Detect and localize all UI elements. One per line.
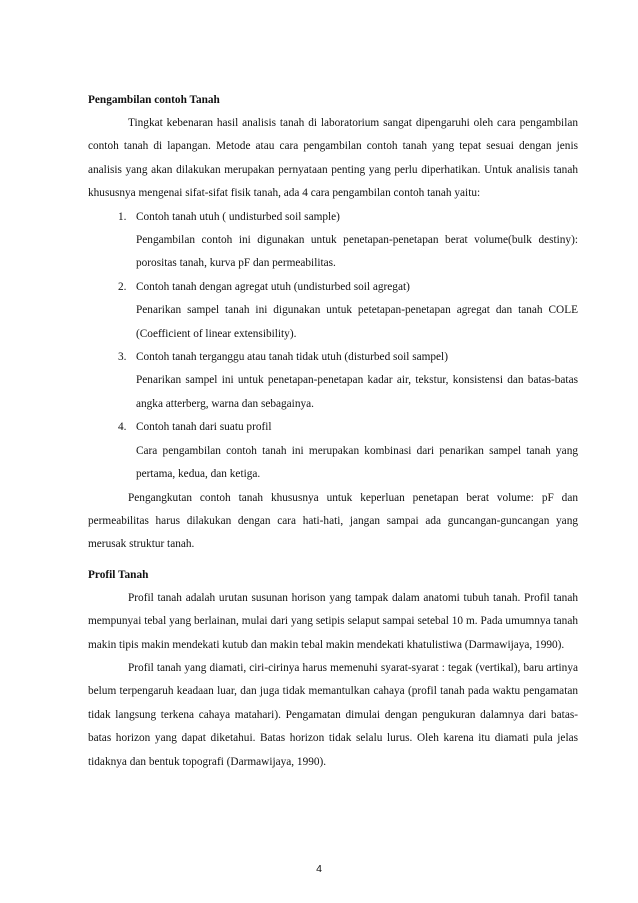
list-item-description: Penarikan sampel ini untuk penetapan-penetapan kadar air, tekstur, konsistensi dan batas-batas angka atterberg, warna dan sebagainya. [136,374,578,410]
list-item [88,276,578,346]
list-item-title: Contoh tanah utuh ( undisturbed soil sample) [136,210,340,223]
list-item-description: Pengambilan contoh ini digunakan untuk penetapan-penetapan berat volume(bulk destiny): porositas tanah, kurva pF dan permeabilitas. [136,234,578,270]
list-item-title: Contoh tanah dari suatu profil [136,421,272,434]
section-heading-pengambilan: Pengambilan contoh Tanah [88,94,220,106]
list-item-title: Contoh tanah dengan agregat utuh (undisturbed soil agregat) [136,280,410,293]
list-item-title: Contoh tanah terganggu atau tanah tidak utuh (disturbed soil sampel) [136,351,448,364]
section-heading-profil: Profil Tanah [88,568,149,581]
list-item-number: 2. [118,280,127,293]
sampling-method-list [88,206,578,487]
list-item-number: 4. [118,421,127,434]
profil-paragraph-1: Profil tanah adalah urutan susunan horison yang tampak dalam anatomi tubuh tanah. Profil tanah mempunyai tebal yang berlainan, mulai dari yang setipis selaput sampai setebal 10 m. Pada umumnya tanah makin tipis makin mendekati kutub dan makin tebal makin mendekati khatulistiwa (Darmawijaya, 1990). [88,591,578,651]
list-item-description: Penarikan sampel tanah ini digunakan untuk petetapan-penetapan agregat dan tanah COLE (Coefficient of linear extensibility). [136,304,578,340]
page-content [88,88,578,774]
list-item-number: 1. [118,210,127,223]
profil-paragraph-2: Profil tanah yang diamati, ciri-cirinya harus memenuhi syarat-syarat : tegak (vertikal), baru artinya belum terpengaruh keadaan luar, dan juga tidak memantulkan cahaya (profil tanah pada waktu pengamatan tidak langsung terkena cahaya matahari). Pengamatan dimulai dengan pengukuran dalamnya dari batas-batas horizon yang dapat diketahui. Batas horizon tidak selalu lurus. Oleh karena itu diamati pula jelas tidaknya dan bentuk topografi (Darmawijaya, 1990). [88,661,578,768]
page-number: 4 [316,863,322,875]
list-item [88,206,578,276]
closing-paragraph: Pengangkutan contoh tanah khususnya untuk keperluan penetapan berat volume: pF dan permeabilitas harus dilakukan dengan cara hati-hati, jangan sampai ada guncangan-guncangan yang merusak struktur tanah. [88,491,578,551]
intro-paragraph: Tingkat kebenaran hasil analisis tanah di laboratorium sangat dipengaruhi oleh cara pengambilan contoh tanah di lapangan. Metode atau cara pengambilan contoh tanah yang tepat sesuai dengan jenis analisis yang akan dilakukan merupakan pernyataan penting yang perlu diperhatikan. Untuk analisis tanah khususnya mengenai sifat-sifat fisik tanah, ada 4 cara pengambilan contoh tanah yaitu: [88,117,578,200]
list-item [88,346,578,416]
list-item-number: 3. [118,351,127,364]
list-item [88,416,578,486]
list-item-description: Cara pengambilan contoh tanah ini merupakan kombinasi dari penarikan sampel tanah yang pertama, kedua, dan ketiga. [136,444,578,481]
